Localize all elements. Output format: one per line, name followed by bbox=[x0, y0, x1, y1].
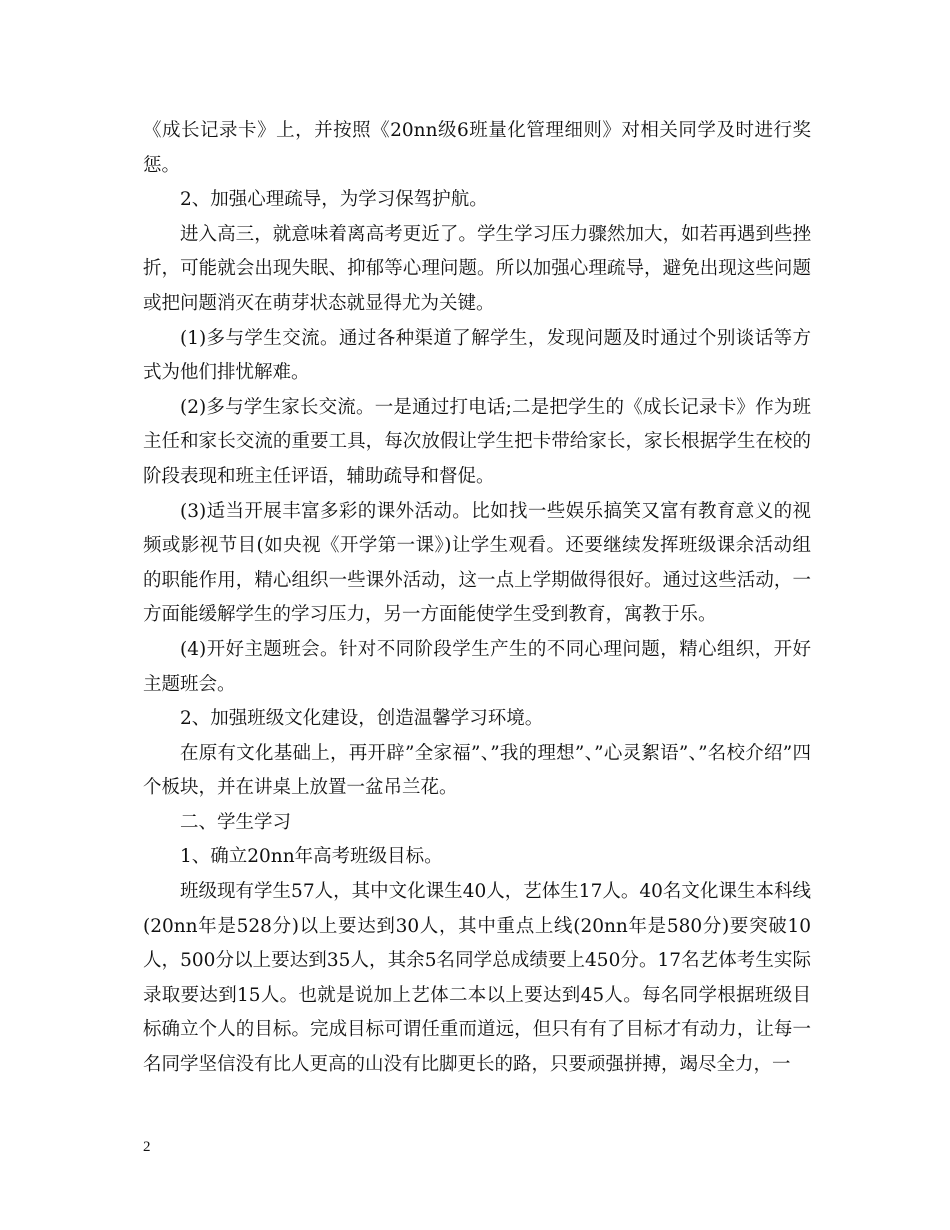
paragraph-8: 2、加强班级文化建设，创造温馨学习环境。 bbox=[180, 708, 544, 730]
section-heading-student-study: 二、学生学习 bbox=[180, 811, 292, 833]
paragraph-2: 2、加强心理疏导，为学习保驾护航。 bbox=[180, 189, 488, 211]
paragraph-9: 在原有文化基础上，再开辟”全家福”、”我的理想”、”心灵絮语”、”名校介绍”四个板块，并在讲桌上放置一盆吊兰花。 bbox=[143, 742, 811, 799]
body-text bbox=[143, 114, 811, 1083]
paragraph-5: (2)多与学生家长交流。一是通过打电话;二是把学生的《成长记录卡》作为班主任和家长交流的重要工具，每次放假让学生把卡带给家长，家长根据学生在校的阶段表现和班主任评语，辅助疏导和督促。 bbox=[143, 396, 811, 487]
paragraph-1: 《成长记录卡》上，并按照《20nn级6班量化管理细则》对相关同学及时进行奖惩。 bbox=[143, 120, 811, 176]
page-number: 2 bbox=[143, 1139, 151, 1155]
paragraph-3: 进入高三，就意味着离高考更近了。学生学习压力骤然加大，如若再遇到些挫折，可能就会出现失眠、抑郁等心理问题。所以加强心理疏导，避免出现这些问题或把问题消灭在萌芽状态就显得尤为关键。 bbox=[143, 223, 811, 314]
paragraph-11: 1、确立20nn年高考班级目标。 bbox=[180, 846, 443, 868]
paragraph-4: (1)多与学生交流。通过各种渠道了解学生，发现问题及时通过个别谈话等方式为他们排忧解难。 bbox=[143, 327, 811, 384]
paragraph-6: (3)适当开展丰富多彩的课外活动。比如找一些娱乐搞笑又富有教育意义的视频或影视节目(如央视《开学第一课》)让学生观看。还要继续发挥班级课余活动组的职能作用，精心组织一些课外活动，这一点上学期做得很好。通过这些活动，一方面能缓解学生的学习压力，另一方面能使学生受到教育，寓教于乐。 bbox=[143, 500, 811, 626]
paragraph-12: 班级现有学生57人，其中文化课生40人，艺体生17人。40名文化课生本科线(20nn年是528分)以上要达到30人，其中重点上线(20nn年是580分)要突破10人，500分以上要达到35人，其余5名同学总成绩要上450分。17名艺体考生实际录取要达到15人。也就是说加上艺体二本以上要达到45人。每名同学根据班级目标确立个人的目标。完成目标可谓任重而道远，但只有有了目标才有动力，让每一名同学坚信没有比人更高的山没有比脚更长的路，只要顽强拼搏，竭尽全力，一 bbox=[143, 881, 811, 1076]
paragraph-7: (4)开好主题班会。针对不同阶段学生产生的不同心理问题，精心组织，开好主题班会。 bbox=[143, 638, 811, 695]
